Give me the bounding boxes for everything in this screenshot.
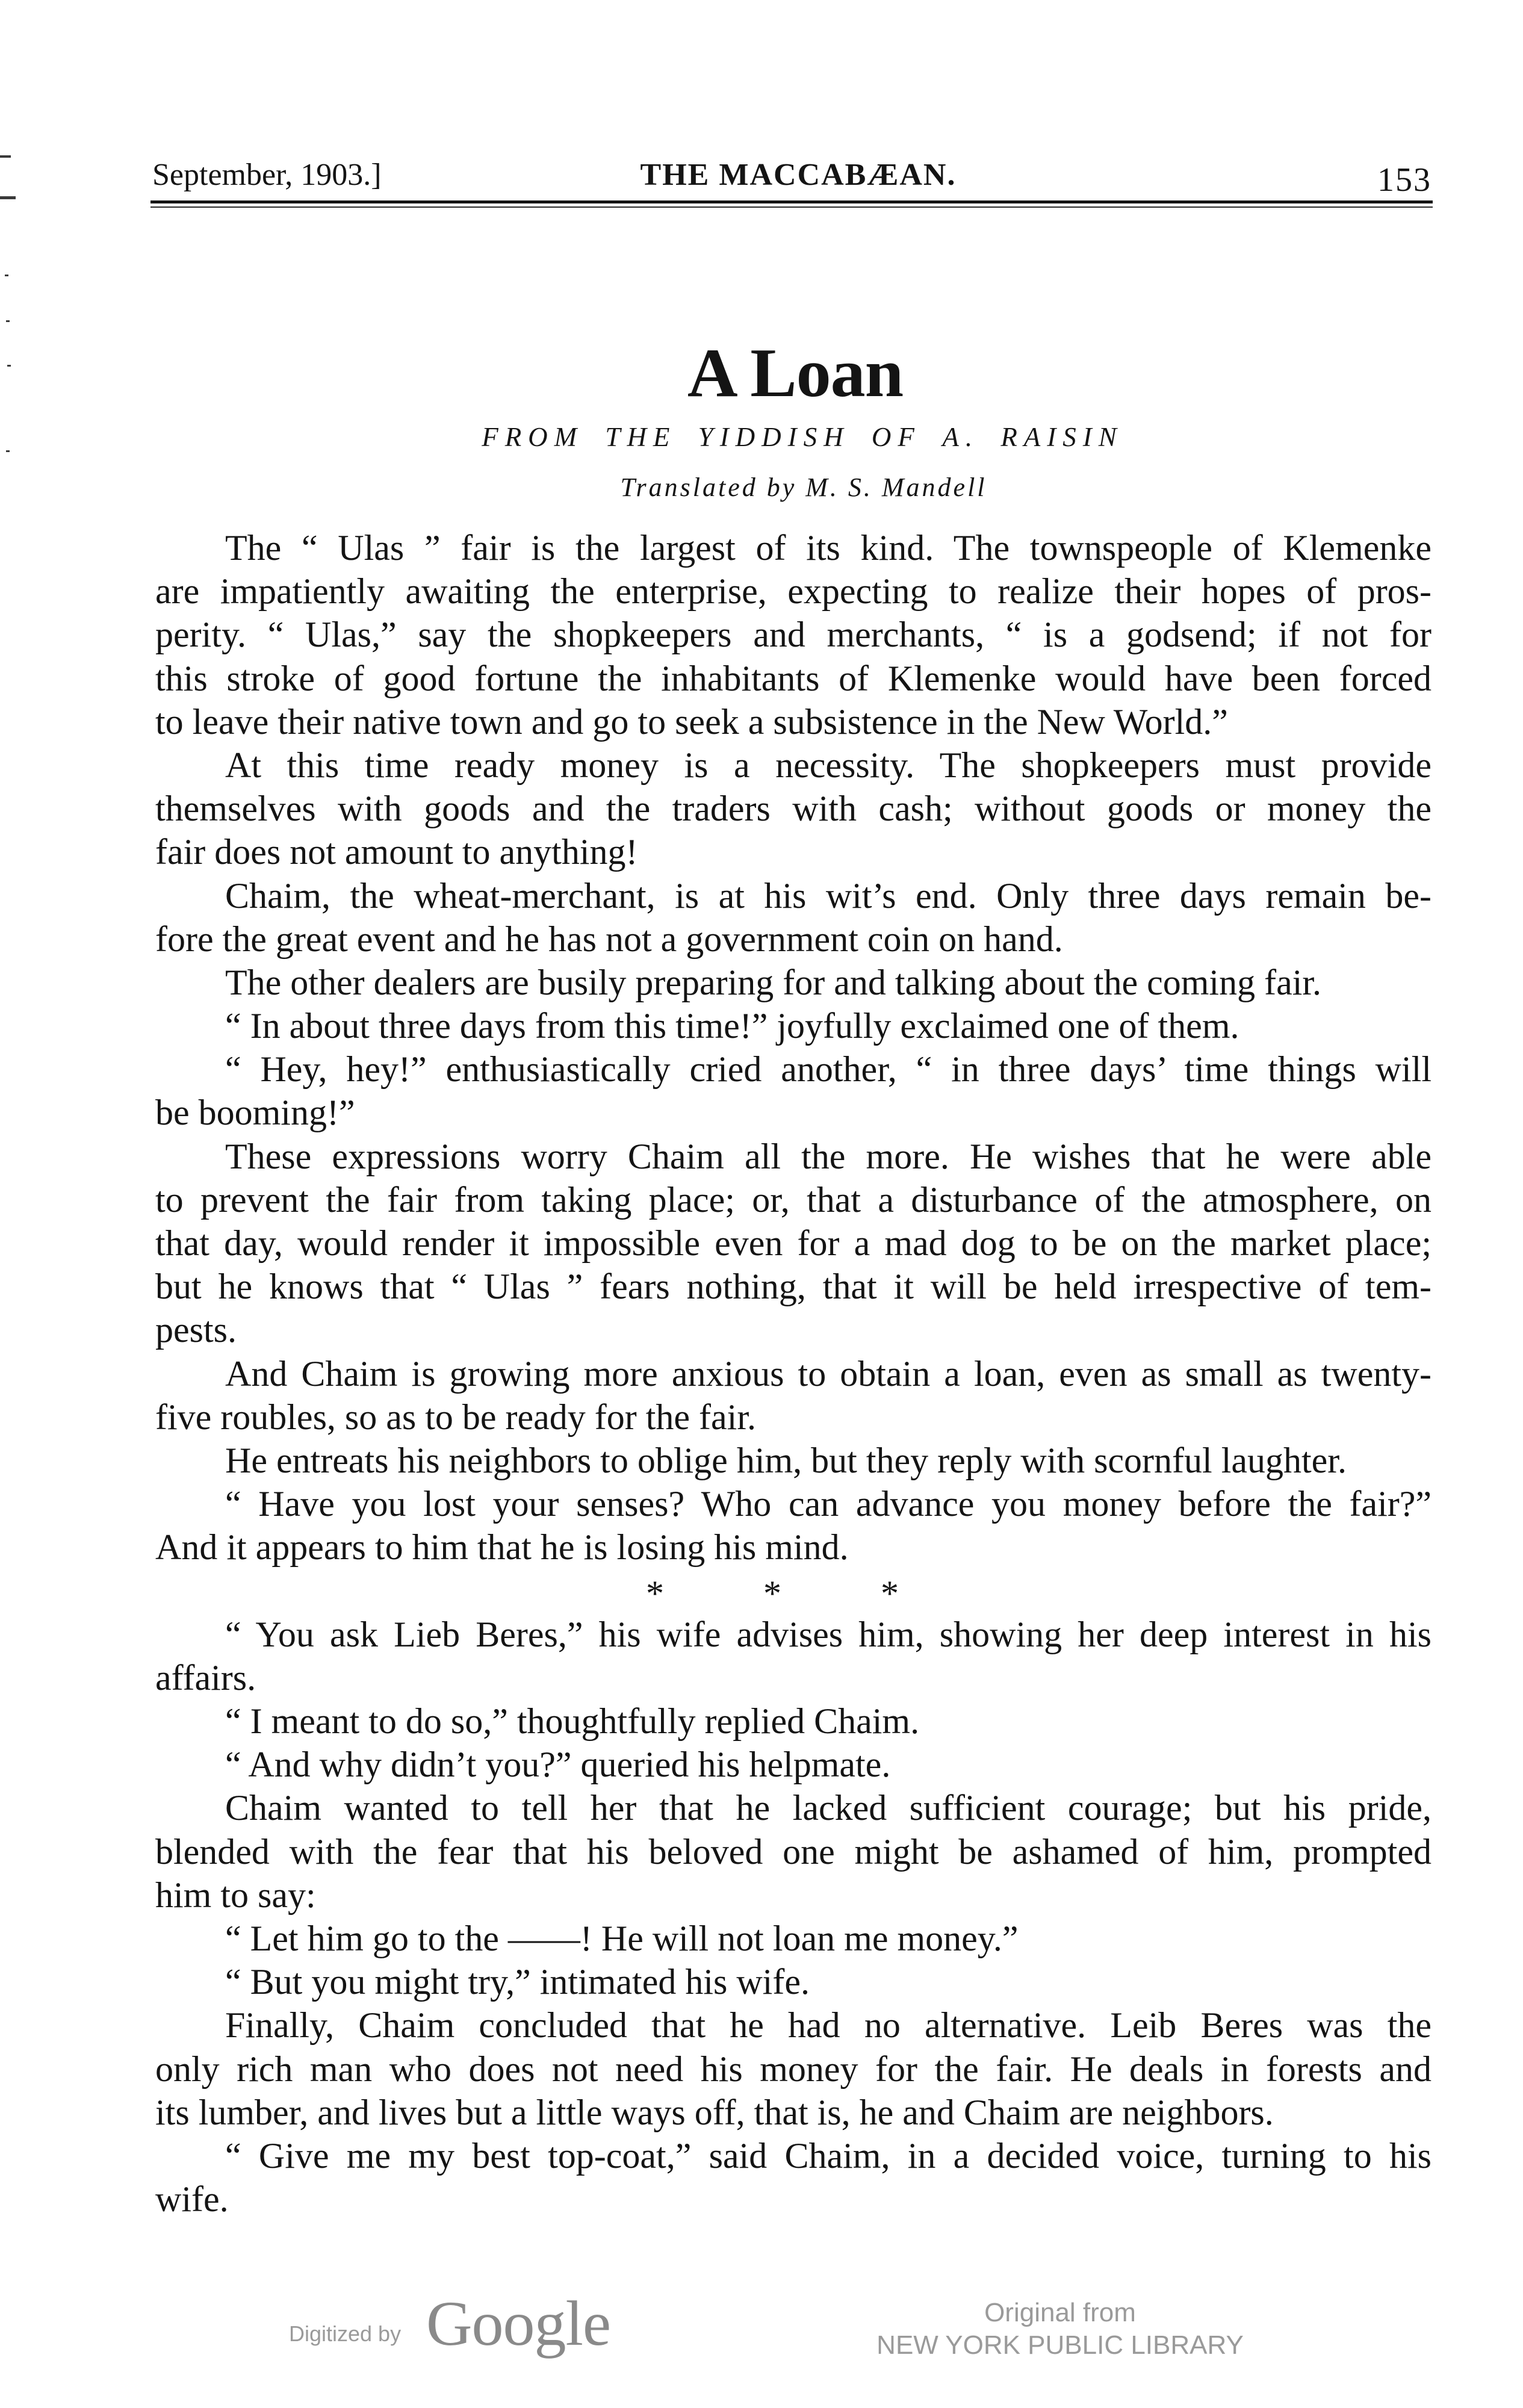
paragraph bbox=[155, 1482, 1431, 1569]
article-translator: Translated by M. S. Mandell bbox=[620, 473, 987, 502]
scan-edge-mark bbox=[7, 365, 11, 367]
text-line: “ Hey, hey!” enthusiastically cried another, “ in three days’ time things will bbox=[225, 1049, 1431, 1090]
text-line: perity. “ Ulas,” say the shopkeepers and merchants, “ is a godsend; if not for bbox=[155, 615, 1431, 655]
paragraph bbox=[155, 526, 1431, 743]
article-source: FROM THE YIDDISH OF A. RAISIN bbox=[482, 422, 1123, 452]
paragraph bbox=[155, 743, 1431, 874]
paragraph bbox=[155, 2003, 1431, 2134]
scan-edge-mark bbox=[0, 196, 16, 199]
text-line: this stroke of good fortune the inhabitants of Klemenke would have been forced bbox=[155, 658, 1431, 698]
text-line: him to say: bbox=[155, 1875, 316, 1915]
text-line: “ In about three days from this time!” joyfully exclaimed one of them. bbox=[225, 1006, 1239, 1046]
text-line: its lumber, and lives but a little ways off, that is, he and Chaim are neighbors. bbox=[155, 2092, 1274, 2132]
text-line: The “ Ulas ” fair is the largest of its kind. The townspeople of Klemenke bbox=[225, 528, 1431, 568]
header-rule bbox=[150, 200, 1433, 203]
library-name: NEW YORK PUBLIC LIBRARY bbox=[876, 2330, 1244, 2360]
text-line: be booming!” bbox=[155, 1093, 355, 1133]
original-from-label: Original from bbox=[984, 2298, 1136, 2327]
text-line: The other dealers are busily preparing for and talking about the coming fair. bbox=[225, 962, 1322, 1002]
text-line: And it appears to him that he is losing his mind. bbox=[155, 1527, 849, 1568]
text-line: affairs. bbox=[155, 1657, 256, 1698]
page-number: 153 bbox=[1377, 161, 1431, 199]
text-line: “ You ask Lieb Beres,” his wife advises him, showing her deep interest in his bbox=[225, 1614, 1431, 1654]
google-logo: Google bbox=[426, 2288, 611, 2359]
paragraph bbox=[155, 1786, 1431, 1917]
paragraph bbox=[155, 2134, 1431, 2221]
running-head-journal-title: THE MACCABÆAN. bbox=[640, 158, 957, 192]
paragraph bbox=[155, 1960, 1431, 2003]
text-line: “ And why didn’t you?” queried his helpmate. bbox=[225, 1745, 891, 1785]
text-line: to leave their native town and go to seek a subsistence in the New World.” bbox=[155, 701, 1228, 742]
text-line: fair does not amount to anything! bbox=[155, 832, 638, 872]
paragraph bbox=[155, 1004, 1431, 1047]
text-line: to prevent the fair from taking place; or, that a disturbance of the atmosphere, on bbox=[155, 1179, 1431, 1220]
paragraph bbox=[155, 874, 1431, 961]
text-line: only rich man who does not need his money for the fair. He deals in forests and bbox=[155, 2049, 1431, 2089]
text-line: “ Have you lost your senses? Who can advance you money before the fair?” bbox=[225, 1484, 1431, 1524]
text-line: Chaim wanted to tell her that he lacked sufficient courage; but his pride, bbox=[225, 1788, 1431, 1828]
text-line: are impatiently awaiting the enterprise, expecting to realize their hopes of pros- bbox=[155, 571, 1431, 612]
text-line: “ Let him go to the ——! He will not loan me money.” bbox=[225, 1919, 1019, 1958]
text-line: themselves with goods and the traders with cash; without goods or money the bbox=[155, 789, 1431, 829]
paragraph bbox=[155, 1743, 1431, 1786]
text-line: He entreats his neighbors to oblige him, but they reply with scornful laughter. bbox=[225, 1440, 1347, 1480]
section-break: * * * bbox=[646, 1573, 899, 1613]
text-line: These expressions worry Chaim all the more. He wishes that he were able bbox=[225, 1136, 1431, 1176]
text-line: pests. bbox=[155, 1310, 237, 1350]
article-title: A Loan bbox=[687, 335, 904, 412]
text-line: “ But you might try,” intimated his wife. bbox=[225, 1962, 810, 2002]
scan-edge-mark bbox=[0, 155, 11, 158]
article-body bbox=[155, 526, 1431, 2221]
scan-edge-mark bbox=[6, 320, 10, 322]
scan-edge-mark bbox=[6, 450, 10, 452]
scan-edge-mark bbox=[5, 275, 8, 276]
text-line: Finally, Chaim concluded that he had no alternative. Leib Beres was the bbox=[225, 2005, 1431, 2046]
text-line: At this time ready money is a necessity. The shopkeepers must provide bbox=[225, 745, 1431, 785]
text-line: And Chaim is growing more anxious to obtain a loan, even as small as twenty- bbox=[225, 1353, 1431, 1394]
text-line: “ I meant to do so,” thoughtfully replied Chaim. bbox=[225, 1701, 920, 1742]
text-line: wife. bbox=[155, 2179, 229, 2220]
paragraph bbox=[155, 961, 1431, 1004]
header-rule-thin bbox=[150, 206, 1433, 208]
paragraph bbox=[155, 1135, 1431, 1352]
paragraph bbox=[155, 1047, 1431, 1134]
digitized-by-label: Digitized by bbox=[289, 2321, 402, 2346]
paragraph bbox=[155, 1352, 1431, 1439]
text-line: blended with the fear that his beloved one might be ashamed of him, prompted bbox=[155, 1831, 1431, 1872]
paragraph bbox=[155, 1439, 1431, 1482]
text-line: but he knows that “ Ulas ” fears nothing, that it will be held irrespective of tem- bbox=[155, 1267, 1431, 1307]
text-line: five roubles, so as to be ready for the fair. bbox=[155, 1397, 756, 1437]
text-line: fore the great event and he has not a government coin on hand. bbox=[155, 919, 1063, 959]
text-line: that day, would render it impossible even for a mad dog to be on the market place; bbox=[155, 1223, 1431, 1263]
paragraph bbox=[155, 1613, 1431, 1699]
text-line: “ Give me my best top-coat,” said Chaim, in a decided voice, turning to his bbox=[225, 2135, 1431, 2176]
paragraph bbox=[155, 1699, 1431, 1743]
paragraph bbox=[155, 1917, 1431, 1960]
text-line: Chaim, the wheat-merchant, is at his wit’s end. Only three days remain be- bbox=[225, 875, 1431, 916]
running-head-date: September, 1903.] bbox=[152, 158, 382, 192]
